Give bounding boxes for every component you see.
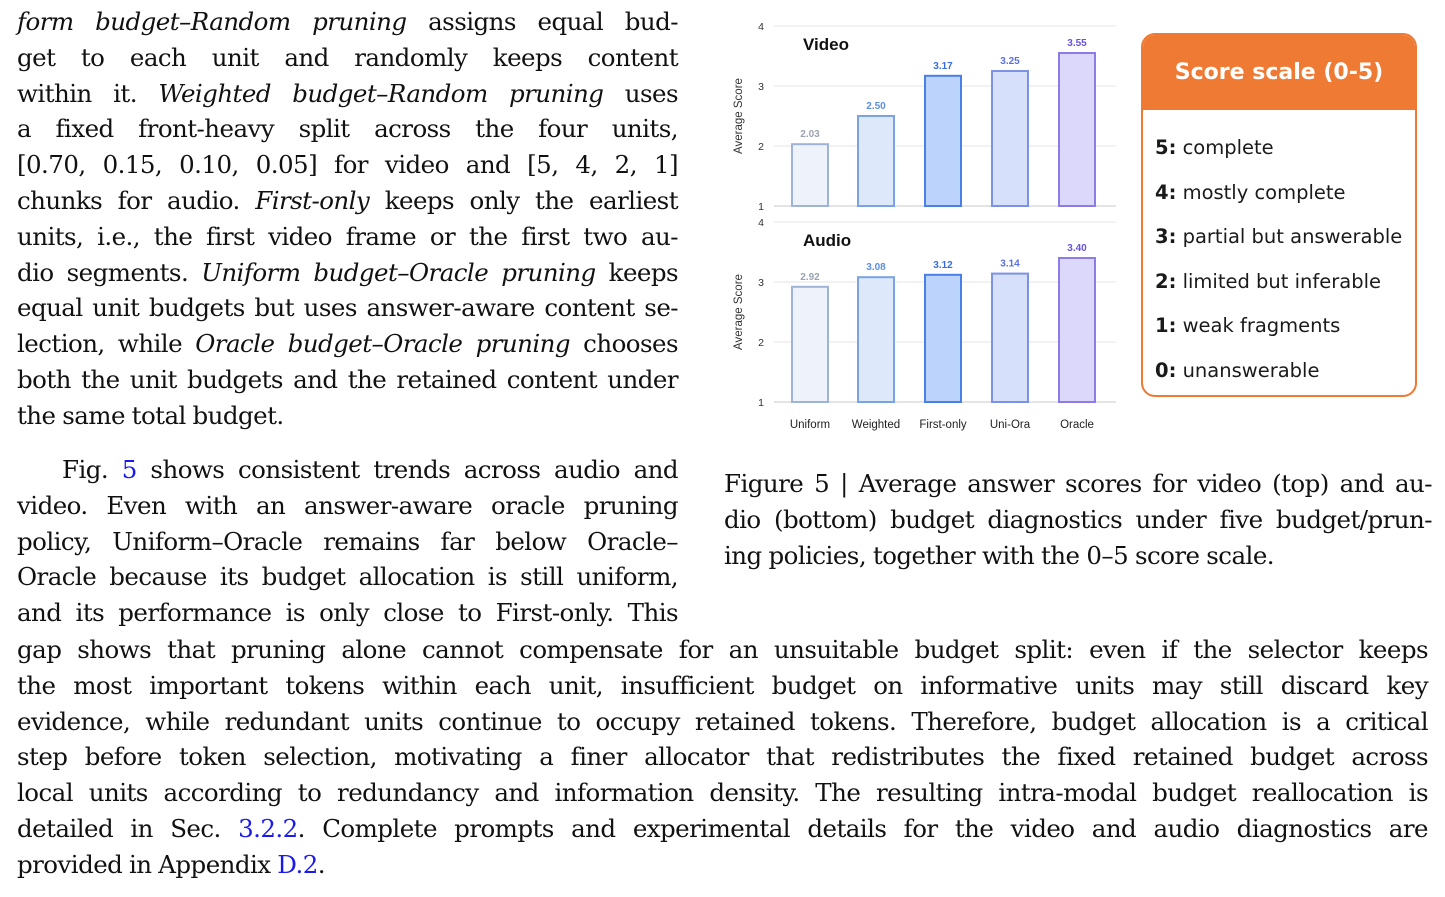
bar (792, 144, 828, 206)
text-line (17, 524, 678, 560)
text-line (17, 488, 678, 524)
text-run: both the unit budgets and the retained content under (17, 364, 678, 394)
text-run: [0.70, 0.15, 0.10, 0.05] for video and [5, 4, 2, 1] (17, 150, 678, 180)
y-tick-label: 4 (758, 217, 764, 229)
text-line (17, 147, 678, 183)
text-run: gap shows that pruning alone cannot compensate for an unsuitable budget split: even if the selector keeps (17, 635, 1428, 664)
figure-5-bar-charts (726, 10, 1136, 440)
y-tick-label: 1 (758, 397, 764, 409)
caption-line: dio (bottom) budget diagnostics under five budget/prun- (724, 504, 1432, 534)
y-tick-label: 3 (758, 81, 764, 93)
text-run: chunks for audio. (17, 185, 256, 215)
text-line (17, 398, 678, 434)
text-line (17, 326, 678, 362)
cross-reference-link[interactable]: 5 (121, 455, 137, 484)
bar-value-label: 3.14 (1000, 258, 1020, 270)
text-run: local units according to redundancy and information density. The resulting intra-modal budget reallocation is (17, 778, 1428, 808)
y-axis-label: Average Score (733, 78, 745, 154)
text-run: the most important tokens within each unit, insufficient budget on informative units may still discard key (17, 670, 1428, 700)
text-line (17, 111, 678, 147)
cross-reference-link[interactable]: 3.2.2 (238, 813, 298, 843)
text-line (17, 632, 1428, 668)
score-item: 3: partial but answerable (1155, 225, 1403, 249)
text-run: Oracle because its budget allocation is still uniform, (17, 562, 678, 592)
y-tick-label: 3 (758, 277, 764, 289)
bar-value-label: 2.50 (866, 101, 886, 112)
bar (1059, 258, 1095, 402)
y-tick-label: 2 (758, 141, 764, 153)
text-run: step before token selection, motivating a finer allocator that redistributes the fixed retained budget across (17, 742, 1428, 772)
text-line (17, 4, 678, 40)
text-run: units, i.e., the first video frame or the first two au- (17, 221, 678, 251)
italic-term: Weighted budget–Random pruning (158, 78, 604, 108)
text-line (17, 290, 678, 326)
caption-line: Figure 5 | Average answer scores for video (top) and au- (724, 469, 1432, 498)
text-run: the same total budget. (17, 400, 284, 430)
chart-title: Video (803, 35, 849, 54)
bar-value-label: 3.55 (1067, 38, 1087, 49)
text-line (17, 668, 1428, 704)
score-item: 2: limited but inferable (1155, 269, 1382, 293)
score-scale-legend (1141, 33, 1417, 397)
italic-term: First-only (255, 185, 370, 215)
text-line (17, 76, 678, 112)
body-paragraph-findings (17, 452, 678, 631)
text-run: within it. (17, 78, 159, 108)
text-line (17, 811, 1428, 847)
chart-title: Audio (803, 231, 852, 250)
score-item: 0: unanswerable (1155, 358, 1320, 382)
bar-value-label: 3.08 (866, 262, 886, 274)
bar (992, 71, 1028, 206)
text-run: policy, Uniform–Oracle remains far below Oracle– (17, 526, 678, 556)
x-tick-label: Uniform (789, 419, 831, 431)
text-run: get to each unit and randomly keeps content (17, 42, 678, 72)
cross-reference-link[interactable]: D.2 (277, 849, 318, 879)
x-tick-label: Weighted (851, 419, 901, 431)
score-item: 5: complete (1155, 136, 1274, 159)
bar (925, 275, 961, 402)
text-line (17, 775, 1428, 811)
text-run: detailed in Sec. (17, 813, 239, 843)
score-item: 4: mostly complete (1155, 180, 1346, 204)
text-run: Fig. (62, 455, 122, 484)
body-paragraph-policies (17, 4, 678, 434)
text-run: and its performance is only close to First-only. This (17, 598, 678, 628)
figure-5-caption (724, 466, 1432, 573)
bar-value-label: 3.25 (1000, 56, 1020, 67)
text-run: . (317, 849, 326, 879)
text-run: lection, while (17, 329, 196, 359)
bar-value-label: 3.40 (1067, 243, 1087, 254)
figure-5-svg (726, 10, 1136, 440)
y-tick-label: 4 (758, 21, 764, 33)
score-scale-title: Score scale (0-5) (1143, 35, 1415, 110)
score-item: 1: weak fragments (1155, 314, 1341, 338)
text-run: provided in Appendix (17, 849, 278, 879)
bar-value-label: 2.92 (800, 271, 820, 283)
italic-term: Uniform budget–Oracle pruning (201, 257, 596, 287)
text-line (17, 847, 1428, 883)
text-line (17, 183, 678, 219)
text-line (17, 595, 678, 631)
caption-line: ing policies, together with the 0–5 score scale. (724, 540, 1275, 570)
text-run: equal unit budgets but uses answer-aware content se- (17, 293, 678, 323)
text-line (17, 704, 1428, 740)
body-paragraph-findings-continued (17, 632, 1428, 883)
bar (858, 116, 894, 206)
bar (792, 287, 828, 402)
text-run: uses (603, 78, 678, 108)
y-axis-label: Average Score (733, 274, 745, 350)
text-line (17, 559, 678, 595)
text-run: keeps only the earliest (369, 185, 678, 215)
text-run: video. Even with an answer-aware oracle pruning (17, 490, 678, 520)
italic-term: form budget–Random pruning (17, 7, 407, 36)
text-line (17, 40, 678, 76)
text-run: evidence, while redundant units continue to occupy retained tokens. Therefore, budget allocation is a critical (17, 706, 1428, 736)
text-line (17, 219, 678, 255)
x-tick-label: Uni-Ora (989, 419, 1031, 431)
text-run: shows consistent trends across audio and (136, 455, 678, 484)
bar-value-label: 2.03 (800, 129, 820, 141)
bar (992, 274, 1028, 402)
text-run: assigns equal bud- (406, 7, 678, 36)
bar-value-label: 3.12 (933, 259, 953, 271)
bar (1059, 53, 1095, 206)
text-line (17, 362, 678, 398)
text-run: keeps (595, 257, 678, 287)
text-line (17, 452, 678, 488)
x-tick-label: First-only (919, 419, 967, 431)
x-tick-label: Oracle (1060, 419, 1094, 431)
y-tick-label: 2 (758, 337, 764, 349)
bar-value-label: 3.17 (933, 60, 953, 72)
bar (925, 76, 961, 206)
score-scale-list (1143, 110, 1415, 394)
text-run: a fixed front-heavy split across the four units, (17, 114, 678, 144)
italic-term: Oracle budget–Oracle pruning (195, 329, 570, 359)
text-run: chooses (569, 329, 678, 359)
text-run: dio segments. (17, 257, 202, 287)
text-line (17, 255, 678, 291)
text-run: . Complete prompts and experimental details for the video and audio diagnostics are (297, 813, 1428, 843)
text-line (17, 739, 1428, 775)
y-tick-label: 1 (758, 201, 764, 213)
bar (858, 277, 894, 402)
